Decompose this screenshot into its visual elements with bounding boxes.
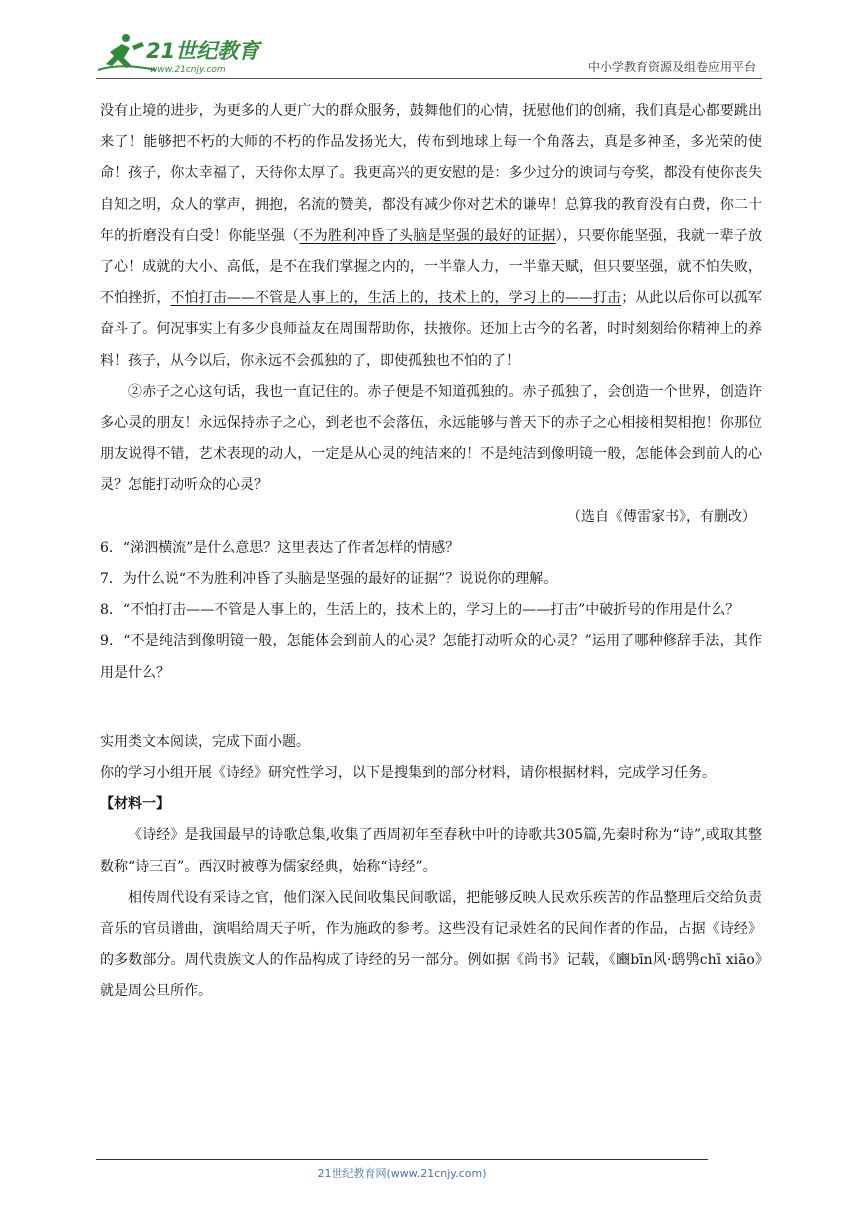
document-body <box>100 96 762 1008</box>
paragraph-1-part-c: ；从此以后你可以孤军奋斗了。何况事实上有多少良师益友在周围帮助你，扶掖你。还加上古今的名著，时时刻刻给你精神上的养料！孩子，从今以后，你永远不会孤独的了，即使孤独也不怕的了！ <box>100 290 763 369</box>
underlined-phrase-1: 不为胜利冲昏了头脑是坚强的最好的证据 <box>299 227 556 244</box>
question-8: 8．“不怕打击——不管是人事上的，生活上的，技术上的，学习上的——打击”中破折号的作用是什么？ <box>100 602 740 619</box>
page-footer: 21世纪教育网(www.21cnjy.com) <box>317 1167 487 1180</box>
question-6: 6．“涕泗横流”是什么意思？这里表达了作者怎样的情感？ <box>100 539 460 556</box>
footer-divider <box>96 1159 708 1160</box>
paragraph-1-part-a: 没有止境的进步，为更多的人更广大的群众服务，鼓舞他们的心情，抚慰他们的创痛，我们真是心都要跳出来了！能够把不朽的大师的不朽的作品发扬光大，传布到地球上每一个角落去，真是多神圣，多光荣的使命！孩子，你太幸福了，天待你太厚了。我更高兴的更安慰的是：多少过分的谀词与夸奖，都没有使你丧失自知之明，众人的掌声，拥抱，名流的赞美，都没有减少你对艺术的谦卑！总算我的教育没有白费，你二十年的折磨没有白受！你能坚强（ <box>100 103 762 244</box>
question-7: 7．为什么说“不为胜利冲昏了头脑是坚强的最好的证据”？说说你的理解。 <box>100 571 558 588</box>
logo-text: 21世纪教育 <box>146 39 260 63</box>
paragraph-1 <box>100 96 762 377</box>
paragraph-1-part-b: ），只要你能坚强，我就一辈子放了心！成就的大小、高低，是不在我们掌握之内的，一半靠人力，一半靠天赋，但只要坚强，就不怕失败，不怕挫折， <box>100 227 763 307</box>
section-heading: 实用类文本阅读，完成下面小题。 <box>100 733 310 750</box>
section-intro: 你的学习小组开展《诗经》研究性学习，以下是搜集到的部分材料，请你根据材料，完成学习任务。 <box>100 765 716 782</box>
material-1-paragraph-2: 相传周代设有采诗之官，他们深入民间收集民间歌谣，把能够反映人民欢乐疾苦的作品整理后交给负责音乐的官员谱曲，演唱给周天子听，作为施政的参考。这些没有记录姓名的民间作者的作品，占据《诗经》的多数部分。周代贵族文人的作品构成了诗经的另一部分。例如据《尚书》记载，《豳bīn风·鸱鸮chī xiāo》就是周公旦所作。 <box>100 889 762 1000</box>
source-citation: （选自《傅雷家书》，有删改） <box>567 508 756 525</box>
material-label: 【材料一】 <box>100 796 170 813</box>
paragraph-2: ②赤子之心这句话，我也一直记住的。赤子便是不知道孤独的。赤子孤独了，会创造一个世界，创造许多心灵的朋友！永远保持赤子之心，到老也不会落伍，永远能够与普天下的赤子之心相接相契相抱！你那位朋友说得不错，艺术表现的动人，一定是从心灵的纯洁来的！不是纯洁到像明镜一般，怎能体会到前人的心灵？怎能打动听众的心灵？ <box>100 383 762 494</box>
page-header <box>96 30 762 79</box>
section-gap <box>100 689 762 727</box>
question-9: 9．“不是纯洁到像明镜一般，怎能体会到前人的心灵？怎能打动听众的心灵？”运用了哪种修辞手法，其作用是什么？ <box>100 633 762 681</box>
underlined-phrase-2: 不怕打击——不管是人事上的，生活上的，技术上的，学习上的——打击 <box>170 290 622 307</box>
logo-url: www.21cnjy.com <box>150 65 226 75</box>
site-logo <box>96 30 266 76</box>
material-1-paragraph-1: 《诗经》是我国最早的诗歌总集,收集了西周初年至春秋中叶的诗歌共305篇,先秦时称为“诗”,或取其整数称“诗三百”。西汉时被尊为儒家经典，始称“诗经”。 <box>100 827 762 875</box>
platform-name: 中小学教育资源及组卷应用平台 <box>587 60 756 74</box>
